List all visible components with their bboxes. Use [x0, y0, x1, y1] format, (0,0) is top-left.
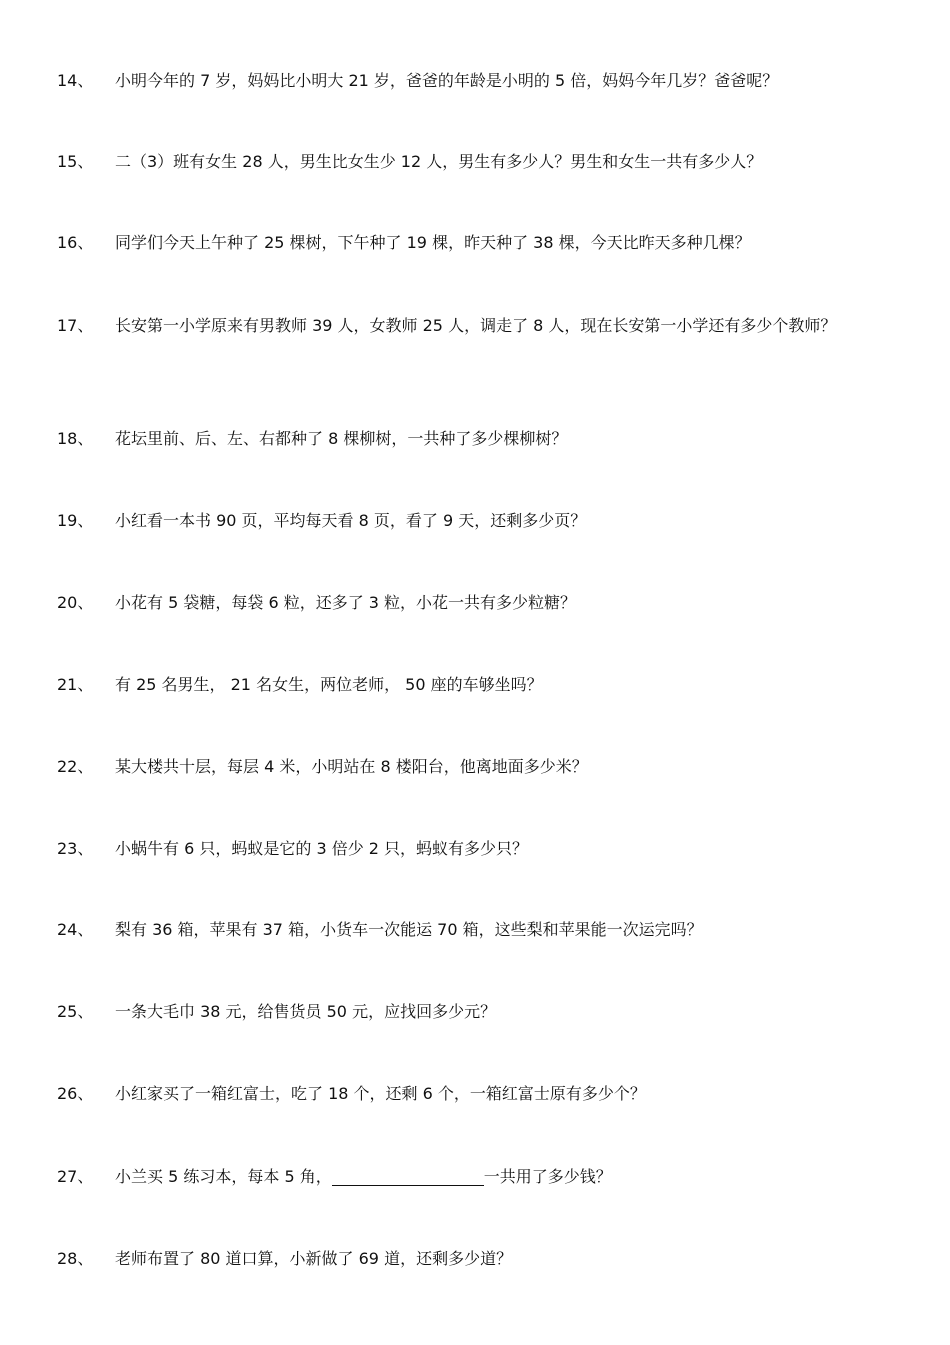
question-text: 小红家买了一箱红富士，吃了 18 个，还剩 6 个，一箱红富士原有多少个？ [115, 1084, 646, 1103]
question-text: 长安第一小学原来有男教师 39 人，女教师 25 人，调走了 8 人，现在长安第一小学还有多少个教师？ [115, 316, 837, 335]
question-number: 16、 [57, 233, 94, 252]
question-number: 27、 [57, 1167, 94, 1186]
question-text: 小明今年的 7 岁，妈妈比小明大 21 岁，爸爸的年龄是小明的 5 倍，妈妈今年几岁？爸爸呢？ [115, 71, 779, 90]
question-text: 某大楼共十层，每层 4 米，小明站在 8 楼阳台，他离地面多少米？ [115, 757, 588, 776]
question-number: 18、 [57, 429, 94, 448]
question-number: 20、 [57, 593, 94, 612]
question-number: 26、 [57, 1084, 94, 1103]
question-number: 21、 [57, 675, 94, 694]
question-number: 19、 [57, 511, 94, 530]
question-text: 梨有 36 箱，苹果有 37 箱，小货车一次能运 70 箱，这些梨和苹果能一次运完吗？ [115, 920, 703, 939]
question-number: 17、 [57, 316, 94, 335]
answer-blank [332, 1165, 484, 1186]
question-text-before-blank: 小兰买 5 练习本，每本 5 角， [115, 1167, 332, 1186]
question-number: 15、 [57, 152, 94, 171]
question-text [115, 1158, 880, 1195]
question-text: 有 25 名男生， 21 名女生，两位老师， 50 座的车够坐吗？ [115, 675, 543, 694]
question-text: 老师布置了 80 道口算，小新做了 69 道，还剩多少道？ [115, 1249, 513, 1268]
question-text: 小蜗牛有 6 只，蚂蚁是它的 3 倍少 2 只，蚂蚁有多少只？ [115, 839, 529, 858]
question-text: 小红看一本书 90 页，平均每天看 8 页，看了 9 天，还剩多少页？ [115, 511, 587, 530]
question-text: 同学们今天上午种了 25 棵树，下午种了 19 棵，昨天种了 38 棵，今天比昨天多种几棵？ [115, 233, 751, 252]
question-number: 24、 [57, 920, 94, 939]
question-number: 25、 [57, 1002, 94, 1021]
question-text: 小花有 5 袋糖，每袋 6 粒，还多了 3 粒，小花一共有多少粒糖？ [115, 593, 577, 612]
question-text-after-blank: 一共用了多少钱？ [483, 1167, 612, 1186]
question-number: 23、 [57, 839, 94, 858]
question-number: 22、 [57, 757, 94, 776]
question-text: 二（3）班有女生 28 人，男生比女生少 12 人，男生有多少人？男生和女生一共有多少人？ [115, 152, 763, 171]
question-text: 一条大毛巾 38 元，给售货员 50 元，应找回多少元？ [115, 1002, 497, 1021]
question-number: 28、 [57, 1249, 94, 1268]
question-number: 14、 [57, 71, 94, 90]
question-text: 花坛里前、后、左、右都种了 8 棵柳树，一共种了多少棵柳树？ [115, 429, 568, 448]
